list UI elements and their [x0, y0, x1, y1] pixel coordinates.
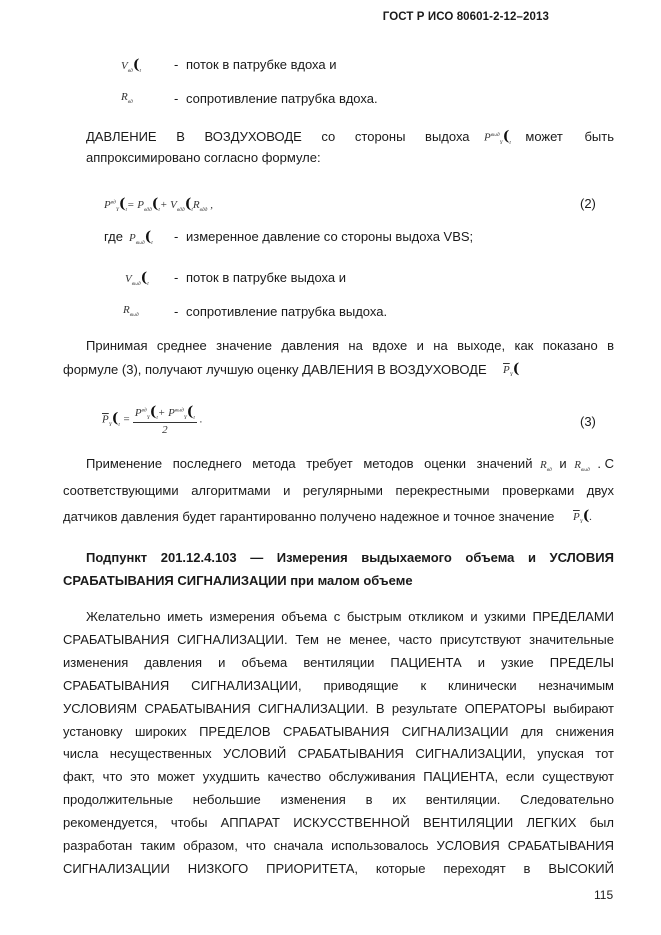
- para-method-line1a: Применение последнего метода требует методов оценки значений: [86, 456, 533, 471]
- para-pressure-exhale-line1a: ДАВЛЕНИЕ В ВОЗДУХОВОДЕ со стороны выдоха: [86, 128, 470, 144]
- para-method-line2: соответствующими алгоритмами и регулярными перекрестными проверками двух: [63, 483, 614, 498]
- symbol-p-exhale: $P^{выд}_Y(_t$: [484, 128, 511, 146]
- formula-3-denominator: 2: [162, 424, 168, 437]
- where-word: где: [104, 229, 123, 244]
- symbol-r-exhale-inline: $R_{выд}$: [574, 459, 590, 474]
- body-line-7: числа несущественных УСЛОВИЙ СРАБАТЫВАНИЯ СИГНАЛИЗАЦИИ, упуская тот: [63, 746, 614, 762]
- symbol-r-inhale-inline: $R_{вд}$: [540, 459, 552, 474]
- formula-3-number: (3): [580, 414, 596, 429]
- para-method-line3: датчиков давления будет гарантированно получено надежное и точное значение: [63, 509, 555, 524]
- body-paragraph: [63, 606, 614, 881]
- body-line-12: СИГНАЛИЗАЦИИ НИЗКОГО ПРИОРИТЕТА, которые переходят в ВЫСОКИЙ: [63, 860, 614, 876]
- def-measured-pressure: измеренное давление со стороны выдоха VBS;: [186, 229, 474, 244]
- dash-3: -: [174, 229, 179, 244]
- symbol-res-exhale: $R_{выд}$: [123, 304, 139, 319]
- para-pressure-exhale-line1b: может быть: [525, 128, 614, 144]
- formula-3-fraction: $\frac{P^{вд}_Y(_t+ P^{выд}_Y(_t}{2}$: [134, 404, 195, 437]
- para-method-and: и: [559, 456, 567, 471]
- para-method-line1: [86, 452, 614, 482]
- def-flow-exhale: поток в патрубке выдоха и: [186, 270, 347, 285]
- subclause-heading-line2: СРАБАТЫВАНИЯ СИГНАЛИЗАЦИИ при малом объеме: [63, 573, 413, 588]
- formula-2: $P^{вд}_Y(_t= P_{вдд}(_t+ V_{вдд}(_tR_{вдд}$ ,: [104, 196, 213, 214]
- def-res-exhale: сопротивление патрубка выдоха.: [186, 304, 388, 319]
- dash-5: -: [174, 304, 179, 319]
- formula-2-number: (2): [580, 196, 596, 211]
- symbol-flow-exhale: $V_{выд}(_t$: [125, 270, 149, 288]
- symbol-p-avg-2: $\overline{P}_Y$(.: [573, 508, 593, 526]
- symbol-res-inhale: $R_{вд}$: [121, 91, 133, 106]
- document-code: ГОСТ Р ИСО 80601-2-12–2013: [382, 11, 549, 23]
- symbol-p-avg-1: $\overline{P}_Y$(: [503, 361, 520, 379]
- dash-1: -: [174, 57, 179, 72]
- body-line-1: Желательно иметь измерения объема с быстрым откликом и узкими ПРЕДЕЛАМИ: [86, 609, 614, 624]
- dash-2: -: [174, 91, 179, 106]
- body-line-11: разработан таким образом, что сначала использовалось УСЛОВИЯ СРАБАТЫВАНИЯ: [63, 838, 614, 854]
- para-pressure-exhale-line2: аппроксимировано согласно формуле:: [86, 150, 321, 165]
- symbol-p-measured: $P_{выд}(_t$: [129, 229, 153, 247]
- symbol-flow-inhale: $V_{вд}(_t$: [121, 57, 141, 75]
- def-res-inhale: сопротивление патрубка вдоха.: [186, 91, 378, 106]
- body-line-2: СРАБАТЫВАНИЯ СИГНАЛИЗАЦИИ. Тем не менее, часто присутствуют значительные: [63, 631, 614, 647]
- body-line-6: установку широких ПРЕДЕЛОВ СРАБАТЫВАНИЯ СИГНАЛИЗАЦИИ для снижения: [63, 723, 614, 739]
- body-line-3: изменения давления и объема вентиляции ПАЦИЕНТА и узкие ПРЕДЕЛЫ: [63, 654, 614, 670]
- body-line-5: УСЛОВИЯМ СРАБАТЫВАНИЯ СИГНАЛИЗАЦИИ. В результате ОПЕРАТОРЫ выбирают: [63, 700, 614, 716]
- dash-4: -: [174, 270, 179, 285]
- page-number: 115: [594, 888, 614, 902]
- para-method-line1c: . С: [597, 456, 614, 471]
- para-average-line2: формуле (3), получают лучшую оценку ДАВЛЕНИЯ В ВОЗДУХОВОДЕ: [63, 362, 487, 377]
- body-line-4: СРАБАТЫВАНИЯ СИГНАЛИЗАЦИИ, приводящие к клинически незначимым: [63, 677, 614, 693]
- subclause-heading-line1: Подпункт 201.12.4.103 — Измерения выдыхаемого объема и УСЛОВИЯ: [86, 550, 614, 565]
- body-line-8: факт, что это может ухудшить качество обслуживания ПАЦИЕНТА, если существуют: [63, 769, 614, 785]
- def-flow-inhale: поток в патрубке вдоха и: [186, 57, 337, 72]
- body-line-10: рекомендуется, чтобы АППАРАТ ИСКУССТВЕННОЙ ВЕНТИЛЯЦИИ ЛЕГКИХ был: [63, 815, 614, 831]
- para-average-line1: Принимая среднее значение давления на вдохе и на выходе, как показано в: [86, 338, 614, 353]
- formula-3: $\overline{P}_Y(_t$ = $\frac{P^{вд}_Y(_t+ P^{выд}_Y(_t}{2}$ .: [102, 404, 203, 437]
- body-line-9: продолжительные небольшие изменения в их вентиляции. Следовательно: [63, 792, 614, 808]
